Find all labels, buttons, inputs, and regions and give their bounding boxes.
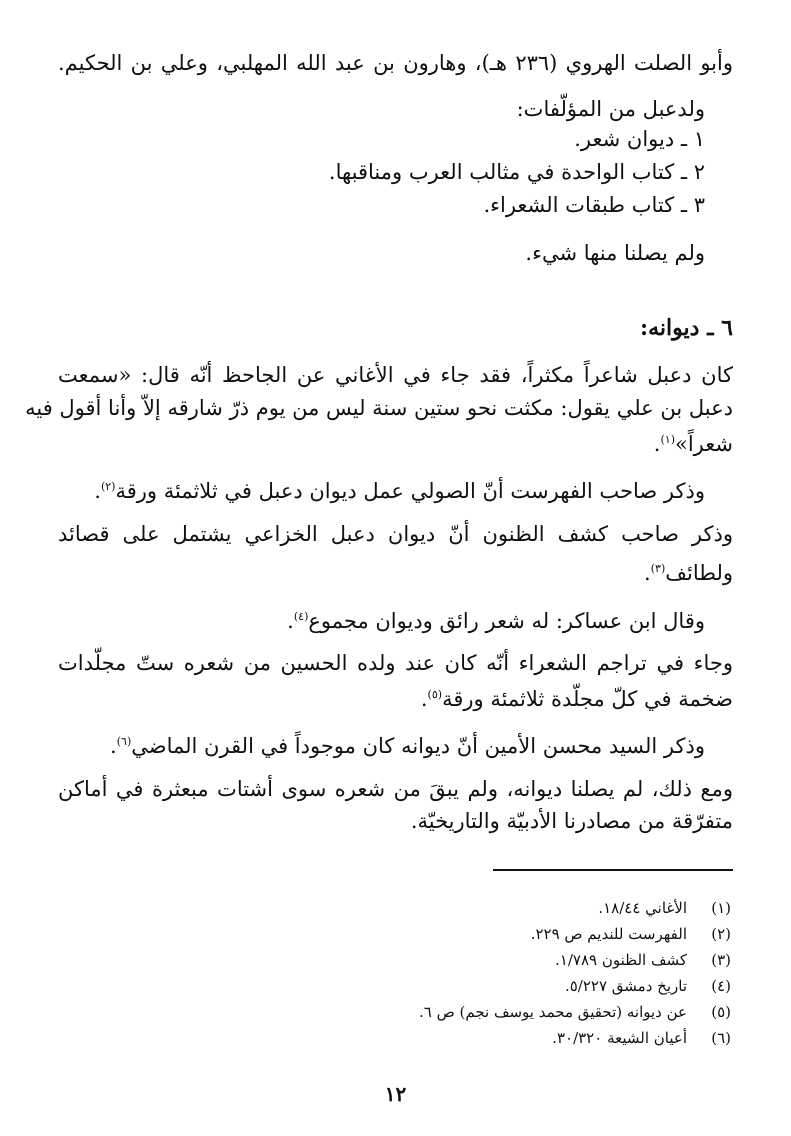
footnote xyxy=(552,1028,731,1048)
footnote-ref: (٦) xyxy=(116,735,132,748)
text-line: ولدعبل من المؤلّفات: xyxy=(516,97,705,121)
paragraph-line xyxy=(58,727,705,761)
line-end: . xyxy=(287,609,294,633)
list-item: ٢ ـ كتاب الواحدة في مثالب العرب ومناقبها. xyxy=(328,160,705,184)
line-text: ضخمة في كلّ مجلّدة ثلاثمئة ورقة xyxy=(442,687,733,711)
footnote-number: (١) xyxy=(711,899,731,917)
line-text: ولطائف xyxy=(665,561,733,585)
footnote-text: تاريخ دمشق ٥/٢٢٧. xyxy=(564,977,687,995)
list-item: ٣ ـ كتاب طبقات الشعراء. xyxy=(483,193,705,217)
line-text: وقال ابن عساكر: له شعر رائق وديوان مجموع xyxy=(308,609,705,633)
footnote-number: (٣) xyxy=(711,951,731,969)
footnote xyxy=(419,1002,731,1022)
paragraph-line xyxy=(58,472,705,506)
paragraph-line: ومع ذلك، لم يصلنا ديوانه، ولم يبقَ من شعره سوى أشتات مبعثرة في أماكن xyxy=(58,777,733,801)
footnote-ref: (٣) xyxy=(650,562,666,575)
line-end: . xyxy=(644,561,651,585)
page-number: ١٢ xyxy=(384,1082,407,1106)
paragraph-line: متفرّقة من مصادرنا الأدبيّة والتاريخيّة. xyxy=(410,809,733,833)
footnote xyxy=(555,950,731,970)
footnote-number: (٥) xyxy=(711,1003,731,1021)
text-line: وأبو الصلت الهروي (٢٣٦ هـ)، وهارون بن عبد الله المهلبي، وعلي بن الحكيم. xyxy=(58,51,734,75)
footnote xyxy=(531,924,731,944)
paragraph-line xyxy=(58,425,733,459)
line-text: وذكر السيد محسن الأمين أنّ ديوانه كان موجوداً في القرن الماضي xyxy=(131,734,705,758)
list-item: ١ ـ ديوان شعر. xyxy=(574,127,705,151)
paragraph-line: كان دعبل شاعراً مكثراً، فقد جاء في الأغاني عن الجاحظ أنّه قال: «سمعت xyxy=(58,363,733,387)
footnote-number: (٤) xyxy=(711,977,731,995)
line-text: شعراً» xyxy=(675,432,733,456)
footnote-ref: (٤) xyxy=(293,610,309,623)
footnote-text: عن ديوانه (تحقيق محمد يوسف نجم) ص ٦. xyxy=(418,1003,687,1021)
footnote-ref: (٢) xyxy=(100,480,116,493)
line-end: . xyxy=(94,479,101,503)
line-end: . xyxy=(420,687,428,711)
footnote-text: كشف الظنون ١/٧٨٩. xyxy=(555,951,687,969)
paragraph-line xyxy=(58,602,705,636)
footnote-number: (٦) xyxy=(711,1029,731,1047)
footnote-number: (٢) xyxy=(711,925,731,943)
paragraph-line: دعبل بن علي يقول: مكثت نحو ستين سنة ليس من يوم ذرّ شارقه إلاّ وأنا أقول فيه xyxy=(25,396,733,420)
footnote-divider xyxy=(493,869,733,871)
footnote-text: أعيان الشيعة ٣٠/٣٢٠. xyxy=(552,1029,687,1047)
paragraph-line xyxy=(58,554,733,588)
line-end: . xyxy=(110,734,117,758)
section-heading: ٦ ـ ديوانه: xyxy=(639,315,733,341)
paragraph-line xyxy=(58,680,733,714)
footnote-text: الأغاني ١٨/٤٤. xyxy=(598,899,687,917)
line-text: وذكر صاحب الفهرست أنّ الصولي عمل ديوان دعبل في ثلاثمئة ورقة xyxy=(115,479,705,503)
line-end: . xyxy=(653,432,661,456)
footnote-ref: (٥) xyxy=(427,688,443,701)
footnote-ref: (١) xyxy=(660,433,675,446)
footnote-text: الفهرست للنديم ص ٢٢٩. xyxy=(530,925,687,943)
paragraph-line: وذكر صاحب كشف الظنون أنّ ديوان دعبل الخزاعي يشتمل على قصائد xyxy=(58,522,733,546)
text-line: ولم يصلنا منها شيء. xyxy=(525,241,705,265)
footnote xyxy=(598,898,731,918)
footnote xyxy=(565,976,731,996)
paragraph-line: وجاء في تراجم الشعراء أنّه كان عند ولده الحسين من شعره ستّ مجلّدات xyxy=(58,651,733,675)
